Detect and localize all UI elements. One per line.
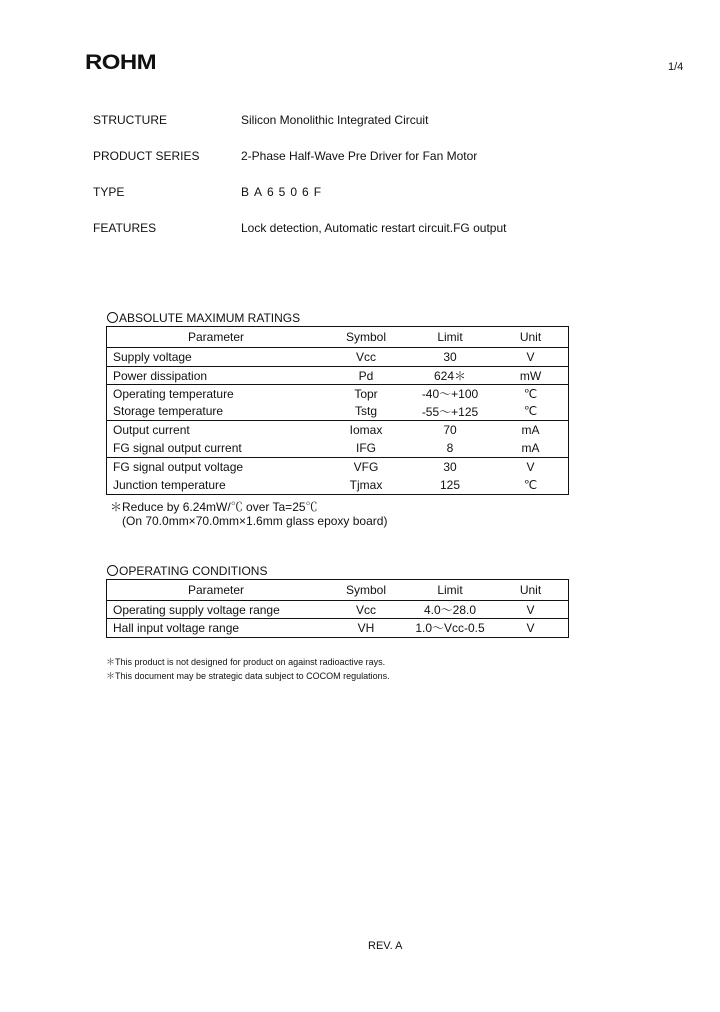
abs-max-table xyxy=(107,327,568,494)
rohm-logo-mark xyxy=(85,52,157,72)
features-value: Lock detection, Automatic restart circuit.FG output xyxy=(241,221,507,235)
op-cond-table xyxy=(107,580,568,637)
type-value: BA6506F xyxy=(241,185,327,199)
derating-note: ＊Reduce by 6.24mW/℃ over Ta=25℃ xyxy=(110,500,318,514)
symbol-cell: Pd xyxy=(325,367,407,385)
product-series-value: 2-Phase Half-Wave Pre Driver for Fan Motor xyxy=(241,149,478,163)
param-cell: Storage temperature xyxy=(107,403,325,421)
unit-cell: mA xyxy=(493,440,568,458)
table-header-row xyxy=(107,580,568,601)
table-row xyxy=(107,601,568,619)
limit-cell: 1.0～Vcc-0.5 xyxy=(415,621,485,636)
param-cell: FG signal output current xyxy=(107,440,325,458)
structure-label: STRUCTURE xyxy=(93,113,167,127)
unit-cell: mW xyxy=(493,367,568,385)
unit-cell: ℃ xyxy=(523,477,538,492)
param-cell: Power dissipation xyxy=(107,367,325,385)
header-symbol: Symbol xyxy=(325,327,407,348)
table-row xyxy=(107,367,568,385)
unit-cell: ℃ xyxy=(523,386,538,401)
type-label: TYPE xyxy=(93,185,125,199)
table-row xyxy=(107,476,568,494)
unit-cell: V xyxy=(526,620,535,635)
limit-cell: 30 xyxy=(443,459,457,474)
param-cell: Supply voltage xyxy=(107,348,325,367)
header-parameter: Parameter xyxy=(107,327,325,348)
abs-max-title xyxy=(107,311,300,325)
header-symbol: Symbol xyxy=(325,580,407,601)
footnote-radioactive: ＊This product is not designed for product on against radioactive rays. xyxy=(106,657,386,667)
header-parameter: Parameter xyxy=(107,580,325,601)
page-number: 1/4 xyxy=(668,61,684,73)
table-row xyxy=(107,619,568,637)
param-cell: FG signal output voltage xyxy=(113,459,244,474)
param-cell: Output current xyxy=(113,423,190,438)
table-row xyxy=(107,403,568,421)
rohm-logo xyxy=(85,52,157,72)
symbol-cell: Vcc xyxy=(325,601,407,619)
symbol-cell: VH xyxy=(357,620,375,635)
table-row xyxy=(107,458,568,476)
features-label: FEATURES xyxy=(93,221,157,235)
header-limit: Limit xyxy=(407,327,493,348)
table-row xyxy=(107,440,568,458)
limit-cell: 8 xyxy=(407,440,493,458)
table-row xyxy=(107,421,568,440)
symbol-cell: VFG xyxy=(353,459,379,474)
table-row xyxy=(107,348,568,367)
symbol-cell: Tstg xyxy=(325,403,407,421)
brand-text: ROHM xyxy=(85,52,156,72)
table-row xyxy=(107,385,568,403)
limit-cell: -55～+125 xyxy=(407,403,493,421)
unit-cell: V xyxy=(493,601,568,619)
header-unit: Unit xyxy=(493,327,568,348)
param-cell: Junction temperature xyxy=(113,477,226,492)
revision-label: REV. A xyxy=(368,940,403,952)
limit-cell: 624＊ xyxy=(407,367,493,385)
symbol-cell: Topr xyxy=(354,386,378,401)
param-cell: Operating supply voltage range xyxy=(107,601,325,619)
abs-max-title-text: ABSOLUTE MAXIMUM RATINGS xyxy=(119,311,301,325)
param-cell: Hall input voltage range xyxy=(113,620,240,635)
symbol-cell: Iomax xyxy=(349,423,383,438)
limit-cell: 4.0～28.0 xyxy=(407,601,493,619)
unit-cell: V xyxy=(493,348,568,367)
board-note: (On 70.0mm×70.0mm×1.6mm glass epoxy board) xyxy=(122,514,388,528)
symbol-cell: Tjmax xyxy=(349,477,383,492)
table-header-row xyxy=(107,327,568,348)
limit-cell: 30 xyxy=(407,348,493,367)
product-series-label: PRODUCT SERIES xyxy=(93,149,200,163)
symbol-cell: Vcc xyxy=(325,348,407,367)
structure-value: Silicon Monolithic Integrated Circuit xyxy=(241,113,429,127)
footnote-cocom: ＊This document may be strategic data subject to COCOM regulations. xyxy=(106,671,390,681)
circle-bullet-icon xyxy=(107,312,118,323)
symbol-cell: IFG xyxy=(325,440,407,458)
unit-cell: mA xyxy=(521,423,540,438)
param-cell: Operating temperature xyxy=(113,386,234,401)
unit-cell: ℃ xyxy=(493,403,568,421)
op-cond-title xyxy=(107,564,267,578)
op-cond-title-text: OPERATING CONDITIONS xyxy=(119,564,268,578)
header-limit: Limit xyxy=(407,580,493,601)
unit-cell: V xyxy=(526,459,535,474)
circle-bullet-icon xyxy=(107,565,118,576)
limit-cell: 70 xyxy=(443,423,457,438)
limit-cell: -40～+100 xyxy=(421,387,479,402)
limit-cell: 125 xyxy=(439,477,461,492)
header-unit: Unit xyxy=(493,580,568,601)
